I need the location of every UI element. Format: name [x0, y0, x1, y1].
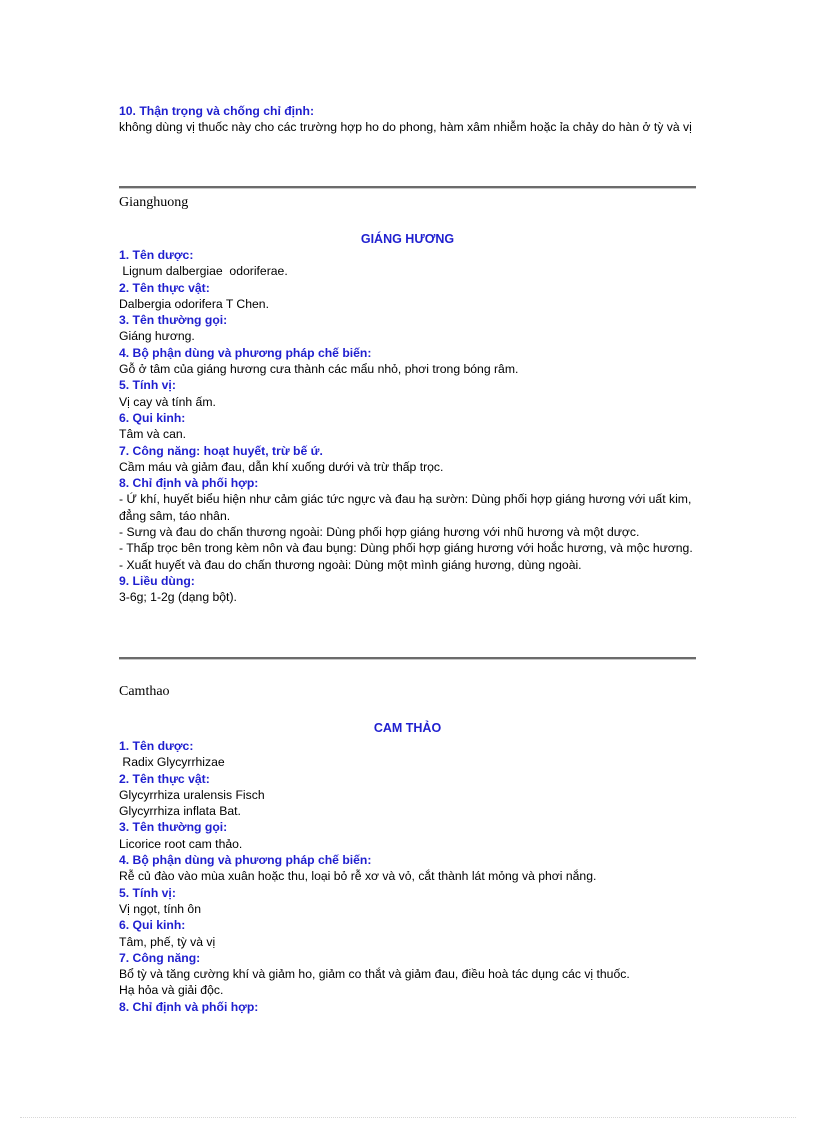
heading-ten-thuc-vat: 2. Tên thực vật:: [119, 280, 210, 295]
text-ten-thuong-goi: Licorice root cam thảo.: [119, 836, 243, 851]
text-qui-kinh: Tâm, phế, tỳ và vị: [119, 934, 216, 949]
text-ten-thuong-goi: Giáng hương.: [119, 329, 195, 344]
heading-ten-thuong-goi: 3. Tên thường gọi:: [119, 313, 228, 328]
text-chi-dinh-4: - Xuất huyết và đau do chấn thương ngoài: Dùng một mình giáng hương, dùng ngoài.: [119, 557, 582, 572]
heading-bo-phan-dung: 4. Bộ phận dùng và phương pháp chế biến:: [119, 853, 372, 868]
heading-lieu-dung: 9. Liều dùng:: [119, 573, 195, 588]
heading-qui-kinh: 6. Qui kinh:: [119, 410, 186, 425]
text-chi-dinh-3: - Thấp trọc bên trong kèm nôn và đau bụng: Dùng phối hợp giáng hương với hoắc hương, và mộc hương.: [119, 541, 693, 556]
text-bo-phan-dung: Rễ củ đào vào mùa xuân hoặc thu, loại bỏ rễ xơ và vỏ, cắt thành lát mỏng và phơi nắng.: [119, 869, 597, 884]
text-tinh-vi: Vị ngọt, tính ôn: [119, 901, 201, 916]
heading-ten-duoc: 1. Tên dược:: [119, 248, 194, 262]
heading-qui-kinh: 6. Qui kinh:: [119, 918, 186, 933]
page-bottom-border: [20, 1117, 796, 1118]
text-lieu-dung: 3-6g; 1-2g (dạng bột).: [119, 590, 237, 605]
text-ten-duoc: Radix Glycyrrhizae: [119, 755, 225, 770]
text-cong-nang-2: Hạ hỏa và giải độc.: [119, 983, 224, 998]
heading-chi-dinh: 8. Chỉ định và phối hợp:: [119, 476, 259, 491]
heading-ten-thuong-goi: 3. Tên thường gọi:: [119, 820, 228, 835]
heading-tinh-vi: 5. Tính vị:: [119, 378, 176, 393]
section-divider: [119, 186, 696, 189]
text-tinh-vi: Vị cay và tính ấm.: [119, 394, 216, 409]
text-cong-nang: Cầm máu và giảm đau, dẫn khí xuống dưới và trừ thấp trọc.: [119, 459, 444, 474]
text-chi-dinh-2: - Sưng và đau do chấn thương ngoài: Dùng phối hợp giáng hương với nhũ hương và một dược.: [119, 525, 640, 540]
heading-ten-duoc: 1. Tên dược:: [119, 739, 194, 753]
section-divider: [119, 657, 696, 660]
monograph-title-giang-huong: GIÁNG HƯƠNG: [360, 232, 455, 246]
text-cong-nang-1: Bổ tỳ và tăng cường khí và giảm ho, giảm co thắt và giảm đau, điều hoà tác dụng các vị thuốc.: [119, 967, 630, 982]
file-label-gianghuong: Gianghuong: [119, 195, 189, 210]
heading-cong-nang: 7. Công năng:: [119, 950, 201, 965]
monograph-title-cam-thao: CAM THẢO: [373, 721, 442, 735]
text-chi-dinh-1: - Ứ khí, huyết biểu hiện như cảm giác tức ngực và đau hạ sườn: Dùng phối hợp giáng hương với uất kim, đẳng sâm, táo nhân.: [119, 492, 692, 523]
heading-bo-phan-dung: 4. Bộ phận dùng và phương pháp chế biến:: [119, 345, 372, 360]
text-ten-thuc-vat-1: Glycyrrhiza uralensis Fisch: [119, 787, 265, 802]
text-ten-duoc: Lignum dalbergiae odoriferae.: [119, 264, 288, 279]
heading-tinh-vi: 5. Tính vị:: [119, 885, 176, 900]
text-qui-kinh: Tâm và can.: [119, 427, 187, 442]
caution-text: không dùng vị thuốc này cho các trường hợp ho do phong, hàm xâm nhiễm hoặc ỉa chảy do hàn ở tỳ và vị: [119, 120, 692, 135]
text-bo-phan-dung: Gỗ ở tâm của giáng hương cưa thành các mẩu nhỏ, phơi trong bóng râm.: [119, 362, 519, 377]
caution-heading: 10. Thận trọng và chống chỉ định:: [119, 104, 315, 118]
heading-chi-dinh: 8. Chỉ định và phối hợp:: [119, 999, 259, 1014]
monograph-giang-huong: [119, 247, 696, 606]
heading-cong-nang: 7. Công năng: hoạt huyết, trừ bế ứ.: [119, 443, 323, 458]
monograph-cam-thao: [119, 738, 696, 1015]
heading-ten-thuc-vat: 2. Tên thực vật:: [119, 771, 210, 786]
text-ten-thuc-vat: Dalbergia odorifera T Chen.: [119, 296, 269, 311]
file-label-camthao: Camthao: [119, 684, 170, 699]
text-ten-thuc-vat-2: Glycyrrhiza inflata Bat.: [119, 804, 241, 819]
caution-section: [119, 103, 696, 136]
